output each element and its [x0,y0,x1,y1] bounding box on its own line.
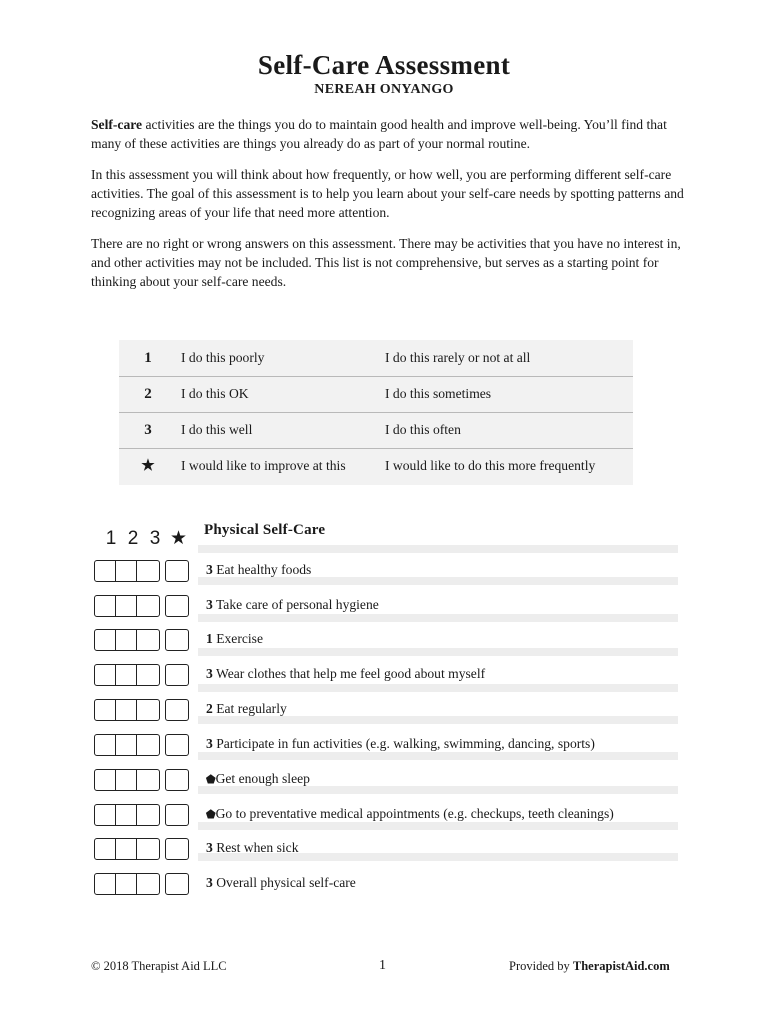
page-title: Self-Care Assessment [257,50,511,80]
list-item [92,804,692,834]
provided-by-prefix: Provided by [509,959,573,973]
legend-row [119,448,633,484]
item-answer: 3 [206,597,213,612]
item-answer: 3 [206,840,213,855]
star-mark-icon: ⬟ [206,809,216,821]
item-label: Eat healthy foods [216,562,312,577]
item-label: Eat regularly [216,701,287,716]
list-item [92,629,692,659]
star-icon: ★ [170,528,188,549]
item-answer: 2 [206,701,213,716]
item-text [206,875,356,891]
star-icon: ★ [141,458,155,474]
legend-how-well: I do this poorly [181,350,265,365]
item-label: Overall physical self-care [216,875,356,890]
list-item [92,664,692,694]
intro-paragraph-1 [91,115,691,153]
star-checkbox[interactable] [165,595,189,617]
self-care-term: Self-care [91,117,143,132]
item-text [206,840,299,856]
item-label: Participate in fun activities (e.g. walking, swimming, dancing, sports) [216,736,595,751]
star-checkbox[interactable] [165,699,189,721]
list-item [92,595,692,625]
rating-checkboxes[interactable] [94,664,160,686]
rating-column-header [100,528,166,550]
item-text [206,562,311,578]
rating-2-label: 2 [127,528,139,549]
star-checkbox[interactable] [165,629,189,651]
list-item [92,769,692,799]
rating-checkboxes[interactable] [94,629,160,651]
item-text [206,631,263,647]
rating-checkboxes[interactable] [94,734,160,756]
list-item [92,734,692,764]
item-label: Rest when sick [216,840,299,855]
legend-how-well: I do this well [181,422,253,437]
item-text [206,701,287,717]
rating-checkboxes[interactable] [94,769,160,791]
list-item [92,873,692,903]
star-checkbox[interactable] [165,560,189,582]
legend-row [119,340,633,377]
intro-paragraph-3: There are no right or wrong answers on this assessment. There may be activities that you have no interest in, and other activities may not be included. This list is not comprehensive, but serves as a starting point for thinking about your self-care needs. [91,236,681,289]
legend-row [119,376,633,413]
item-answer: 3 [206,736,213,751]
rating-checkboxes[interactable] [94,699,160,721]
legend-how-well: I would like to improve at this [181,458,346,473]
item-label: Exercise [216,631,263,646]
item-label: Go to preventative medical appointments (e.g. checkups, teeth cleanings) [215,806,614,821]
copyright: © 2018 Therapist Aid LLC [91,959,227,973]
star-checkbox[interactable] [165,664,189,686]
page-number: 1 [379,958,386,973]
client-name: NEREAH ONYANGO [314,82,454,97]
item-answer: 3 [206,875,213,890]
legend-how-often: I do this sometimes [385,386,492,401]
item-label: Take care of personal hygiene [215,597,379,612]
item-label: Get enough sleep [215,771,310,786]
rating-checkboxes[interactable] [94,560,160,582]
section-title: Physical Self-Care [204,522,326,538]
rating-checkboxes[interactable] [94,804,160,826]
star-mark-icon: ⬟ [206,774,216,786]
legend-how-often: I do this often [385,422,461,437]
provider-link[interactable]: TherapistAid.com [572,959,670,973]
provided-by [509,959,670,974]
item-label: Wear clothes that help me feel good about myself [215,666,486,681]
item-text [206,806,614,822]
list-item [92,838,692,868]
item-answer: 3 [206,666,213,681]
item-text [206,597,379,613]
legend-key: 3 [144,422,152,438]
item-text [206,771,310,787]
star-checkbox[interactable] [165,873,189,895]
item-answer: 3 [206,562,213,577]
rating-legend [119,340,633,485]
row-divider [198,545,678,553]
list-item [92,699,692,729]
item-text [206,736,595,752]
rating-checkboxes[interactable] [94,838,160,860]
legend-key: 2 [144,386,152,402]
item-answer: 1 [206,631,213,646]
legend-how-well: I do this OK [181,386,249,401]
legend-key: 1 [144,350,152,366]
star-checkbox[interactable] [165,838,189,860]
star-checkbox[interactable] [165,769,189,791]
rating-1-label: 1 [105,528,117,549]
star-checkbox[interactable] [165,734,189,756]
intro-paragraph-2: In this assessment you will think about how frequently, or how well, you are performing different self-care activities. The goal of this assessment is to help you learn about your self-care needs by spotting patterns and recognizing areas of your life that need more attention. [91,167,684,220]
intro-paragraph-1-text: activities are the things you do to maintain good health and improve well-being. You’ll find that many of these activities are things you already do as part of your normal routine. [91,117,667,151]
item-text [206,666,485,682]
legend-row [119,412,633,449]
legend-how-often: I would like to do this more frequently [385,458,596,473]
rating-checkboxes[interactable] [94,595,160,617]
list-item [92,560,692,590]
rating-checkboxes[interactable] [94,873,160,895]
star-checkbox[interactable] [165,804,189,826]
legend-how-often: I do this rarely or not at all [385,350,531,365]
rating-3-label: 3 [149,528,161,549]
